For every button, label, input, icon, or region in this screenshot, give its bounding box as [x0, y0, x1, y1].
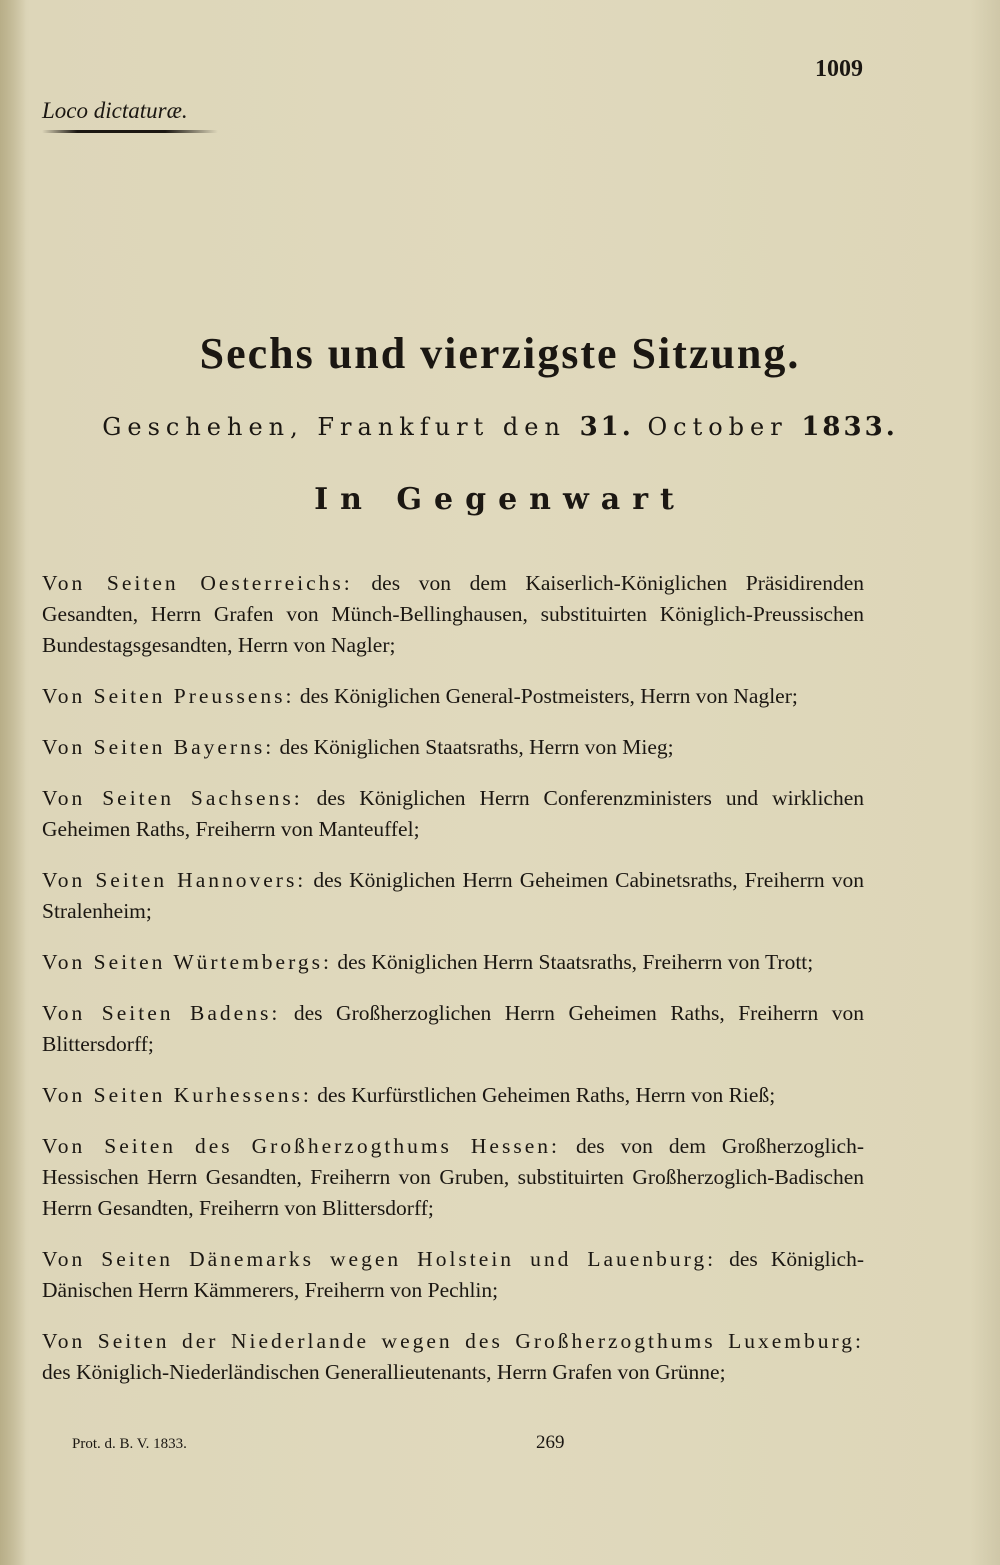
page-binding-shadow [0, 0, 26, 1565]
date-year: 1833. [801, 412, 898, 442]
entry-text: des Kurfürstlichen Geheimen Raths, Herrn von Rieß; [317, 1083, 776, 1107]
margin-rule-divider [42, 130, 218, 133]
entry-text: des Großherzoglichen Herrn Geheimen Raths, Freiherrn von Blittersdorff; [42, 1001, 864, 1056]
attendance-entry [42, 1080, 864, 1111]
attendance-entry [42, 998, 864, 1060]
entry-text: des Königlich-Dänischen Herrn Kämmerers, Freiherrn von Pechlin; [42, 1247, 864, 1302]
entry-text: des von dem Kaiserlich-Königlichen Präsidirenden Gesandten, Herrn Grafen von Münch-Bellinghausen, substituirten Königlich-Preussischen Bundestagsgesandten, Herrn von Nagler; [42, 571, 865, 657]
entry-state: Von Seiten Hannovers: [42, 868, 307, 892]
page-number: 1009 [815, 56, 863, 82]
date-day: 31. [579, 412, 634, 442]
entry-state: Von Seiten der Niederlande wegen des Großherzogthums Luxemburg: [42, 1329, 864, 1353]
entry-text: des Königlich-Niederländischen Generallieutenants, Herrn Grafen von Grünne; [42, 1360, 726, 1384]
footer-signature: Prot. d. B. V. 1833. [72, 1436, 187, 1452]
attendance-entry [42, 681, 864, 712]
date-line [0, 412, 1000, 442]
entry-state: Von Seiten des Großherzogthums Hessen: [42, 1134, 560, 1158]
entry-text: des Königlichen General-Postmeisters, Herrn von Nagler; [299, 684, 798, 708]
entry-state: Von Seiten Würtembergs: [42, 950, 332, 974]
footer-sheet-number: 269 [536, 1432, 565, 1453]
entry-state: Von Seiten Kurhessens: [42, 1083, 312, 1107]
attendance-entry [42, 1244, 864, 1306]
attendance-entry [42, 1131, 864, 1224]
attendance-entry [42, 1326, 864, 1388]
entry-text: des Königlichen Herrn Geheimen Cabinetsraths, Freiherrn von Stralenheim; [42, 868, 865, 923]
entry-state: Von Seiten Preussens: [42, 684, 295, 708]
margin-note: Loco dictaturæ. [42, 98, 188, 123]
entry-text: des Königlichen Staatsraths, Herrn von Mieg; [279, 735, 674, 759]
entry-state: Von Seiten Sachsens: [42, 786, 303, 810]
entry-state: Von Seiten Dänemarks wegen Holstein und Lauenburg: [42, 1247, 717, 1271]
presence-heading: In Gegenwart [314, 482, 686, 517]
attendance-entry [42, 783, 864, 845]
date-month: October [647, 413, 788, 441]
entry-state: Von Seiten Oesterreichs: [42, 571, 353, 595]
attendance-entry [42, 732, 864, 763]
session-title: Sechs und vierzigste Sitzung. [199, 329, 801, 378]
attendance-list [42, 568, 864, 1408]
attendance-entry [42, 568, 864, 661]
entry-text: des Königlichen Herrn Conferenzministers und wirklichen Geheimen Raths, Freiherrn von Manteuffel; [42, 786, 865, 841]
entry-text: des Königlichen Herrn Staatsraths, Freiherrn von Trott; [337, 950, 814, 974]
attendance-entry [42, 947, 864, 978]
date-prefix: Geschehen, Frankfurt den [102, 413, 566, 441]
attendance-entry [42, 865, 864, 927]
entry-state: Von Seiten Badens: [42, 1001, 281, 1025]
entry-state: Von Seiten Bayerns: [42, 735, 275, 759]
entry-text: des von dem Großherzoglich-Hessischen Herrn Gesandten, Freiherrn von Gruben, substituirten Großherzoglich-Badischen Herrn Gesandten, Freiherrn von Blittersdorff; [42, 1134, 865, 1220]
